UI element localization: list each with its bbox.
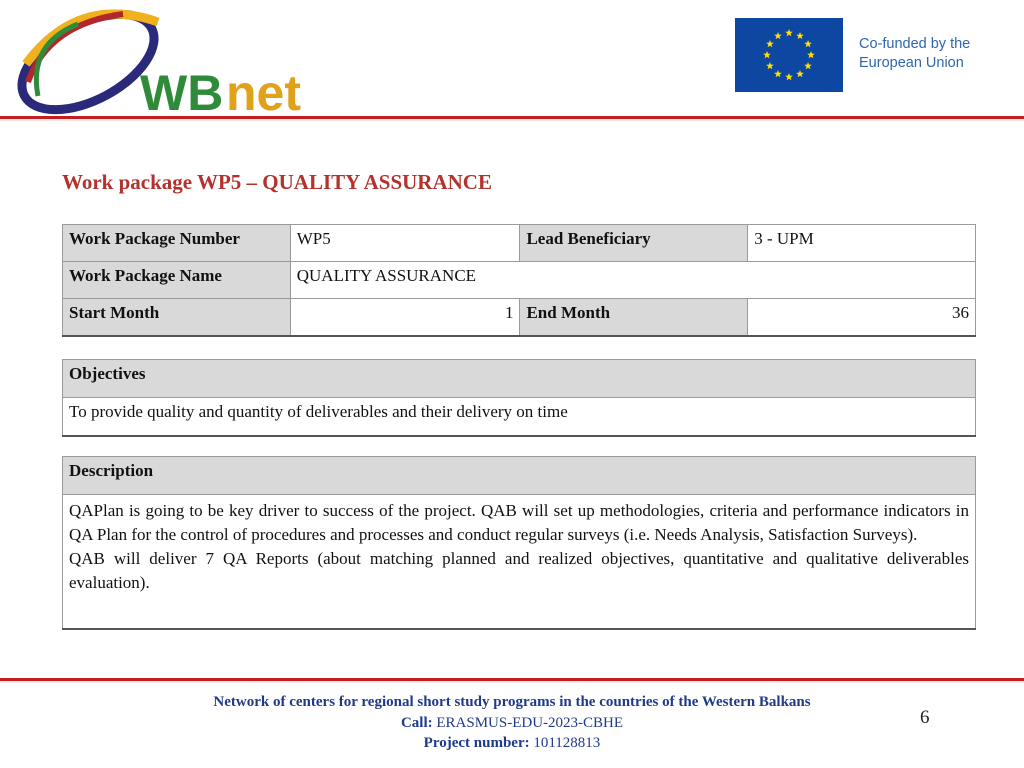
eu-flag-icon	[735, 18, 843, 92]
table-row	[63, 495, 976, 629]
table-row	[63, 398, 976, 436]
objectives-label: Objectives	[63, 360, 976, 398]
footer-project-label: Project number:	[423, 735, 530, 751]
footer	[0, 692, 1024, 754]
footer-network-line: Network of centers for regional short study programs in the countries of the Western Balkans	[213, 694, 811, 710]
footer-project-value: 101128813	[533, 735, 601, 751]
table-row	[63, 360, 976, 398]
table-row	[63, 262, 976, 299]
description-body	[63, 495, 976, 629]
table-row	[63, 299, 976, 336]
wp-number-label: Work Package Number	[63, 225, 291, 262]
description-paragraph-1: QAPlan is going to be key driver to success of the project. QAB will set up methodologies, criteria and performance indicators in QA Plan for the control of procedures and processes and conduct regular surveys (i.e. Needs Analysis, Satisfaction Surveys).	[69, 501, 969, 544]
logo-wb-text: WB	[140, 65, 224, 116]
eu-cofunded-label	[859, 35, 970, 73]
description-paragraph-2: QAB will deliver 7 QA Reports (about matching planned and realized objectives, quantitative and qualitative deliverables evaluation).	[69, 549, 969, 592]
description-table	[62, 456, 976, 630]
footer-call-value: ERASMUS-EDU-2023-CBHE	[436, 714, 624, 731]
work-package-table	[62, 224, 976, 337]
wbnet-logo	[8, 4, 328, 116]
start-month-value: 1	[290, 299, 520, 336]
start-month-label: Start Month	[63, 299, 291, 336]
page-title: Work package WP5 – QUALITY ASSURANCE	[62, 170, 492, 194]
page-number: 6	[920, 707, 930, 728]
footer-divider-shadow	[0, 681, 1024, 683]
footer-project-line	[0, 733, 1024, 754]
eu-label-line2: European Union	[859, 55, 964, 71]
objectives-text: To provide quality and quantity of deliverables and their delivery on time	[63, 398, 976, 436]
table-row	[63, 225, 976, 262]
lead-beneficiary-label: Lead Beneficiary	[520, 225, 748, 262]
footer-call-line	[0, 713, 1024, 734]
wp-name-label: Work Package Name	[63, 262, 291, 299]
end-month-label: End Month	[520, 299, 748, 336]
end-month-value: 36	[748, 299, 976, 336]
table-row	[63, 457, 976, 495]
description-label: Description	[63, 457, 976, 495]
eu-label-line1: Co-funded by the	[859, 36, 971, 52]
objectives-table	[62, 359, 976, 437]
header-divider-shadow	[0, 119, 1024, 121]
lead-beneficiary-value: 3 - UPM	[748, 225, 976, 262]
wp-number-value: WP5	[290, 225, 520, 262]
wp-name-value: QUALITY ASSURANCE	[290, 262, 975, 299]
footer-call-label: Call:	[400, 714, 433, 731]
logo-net-text: net	[226, 65, 301, 116]
